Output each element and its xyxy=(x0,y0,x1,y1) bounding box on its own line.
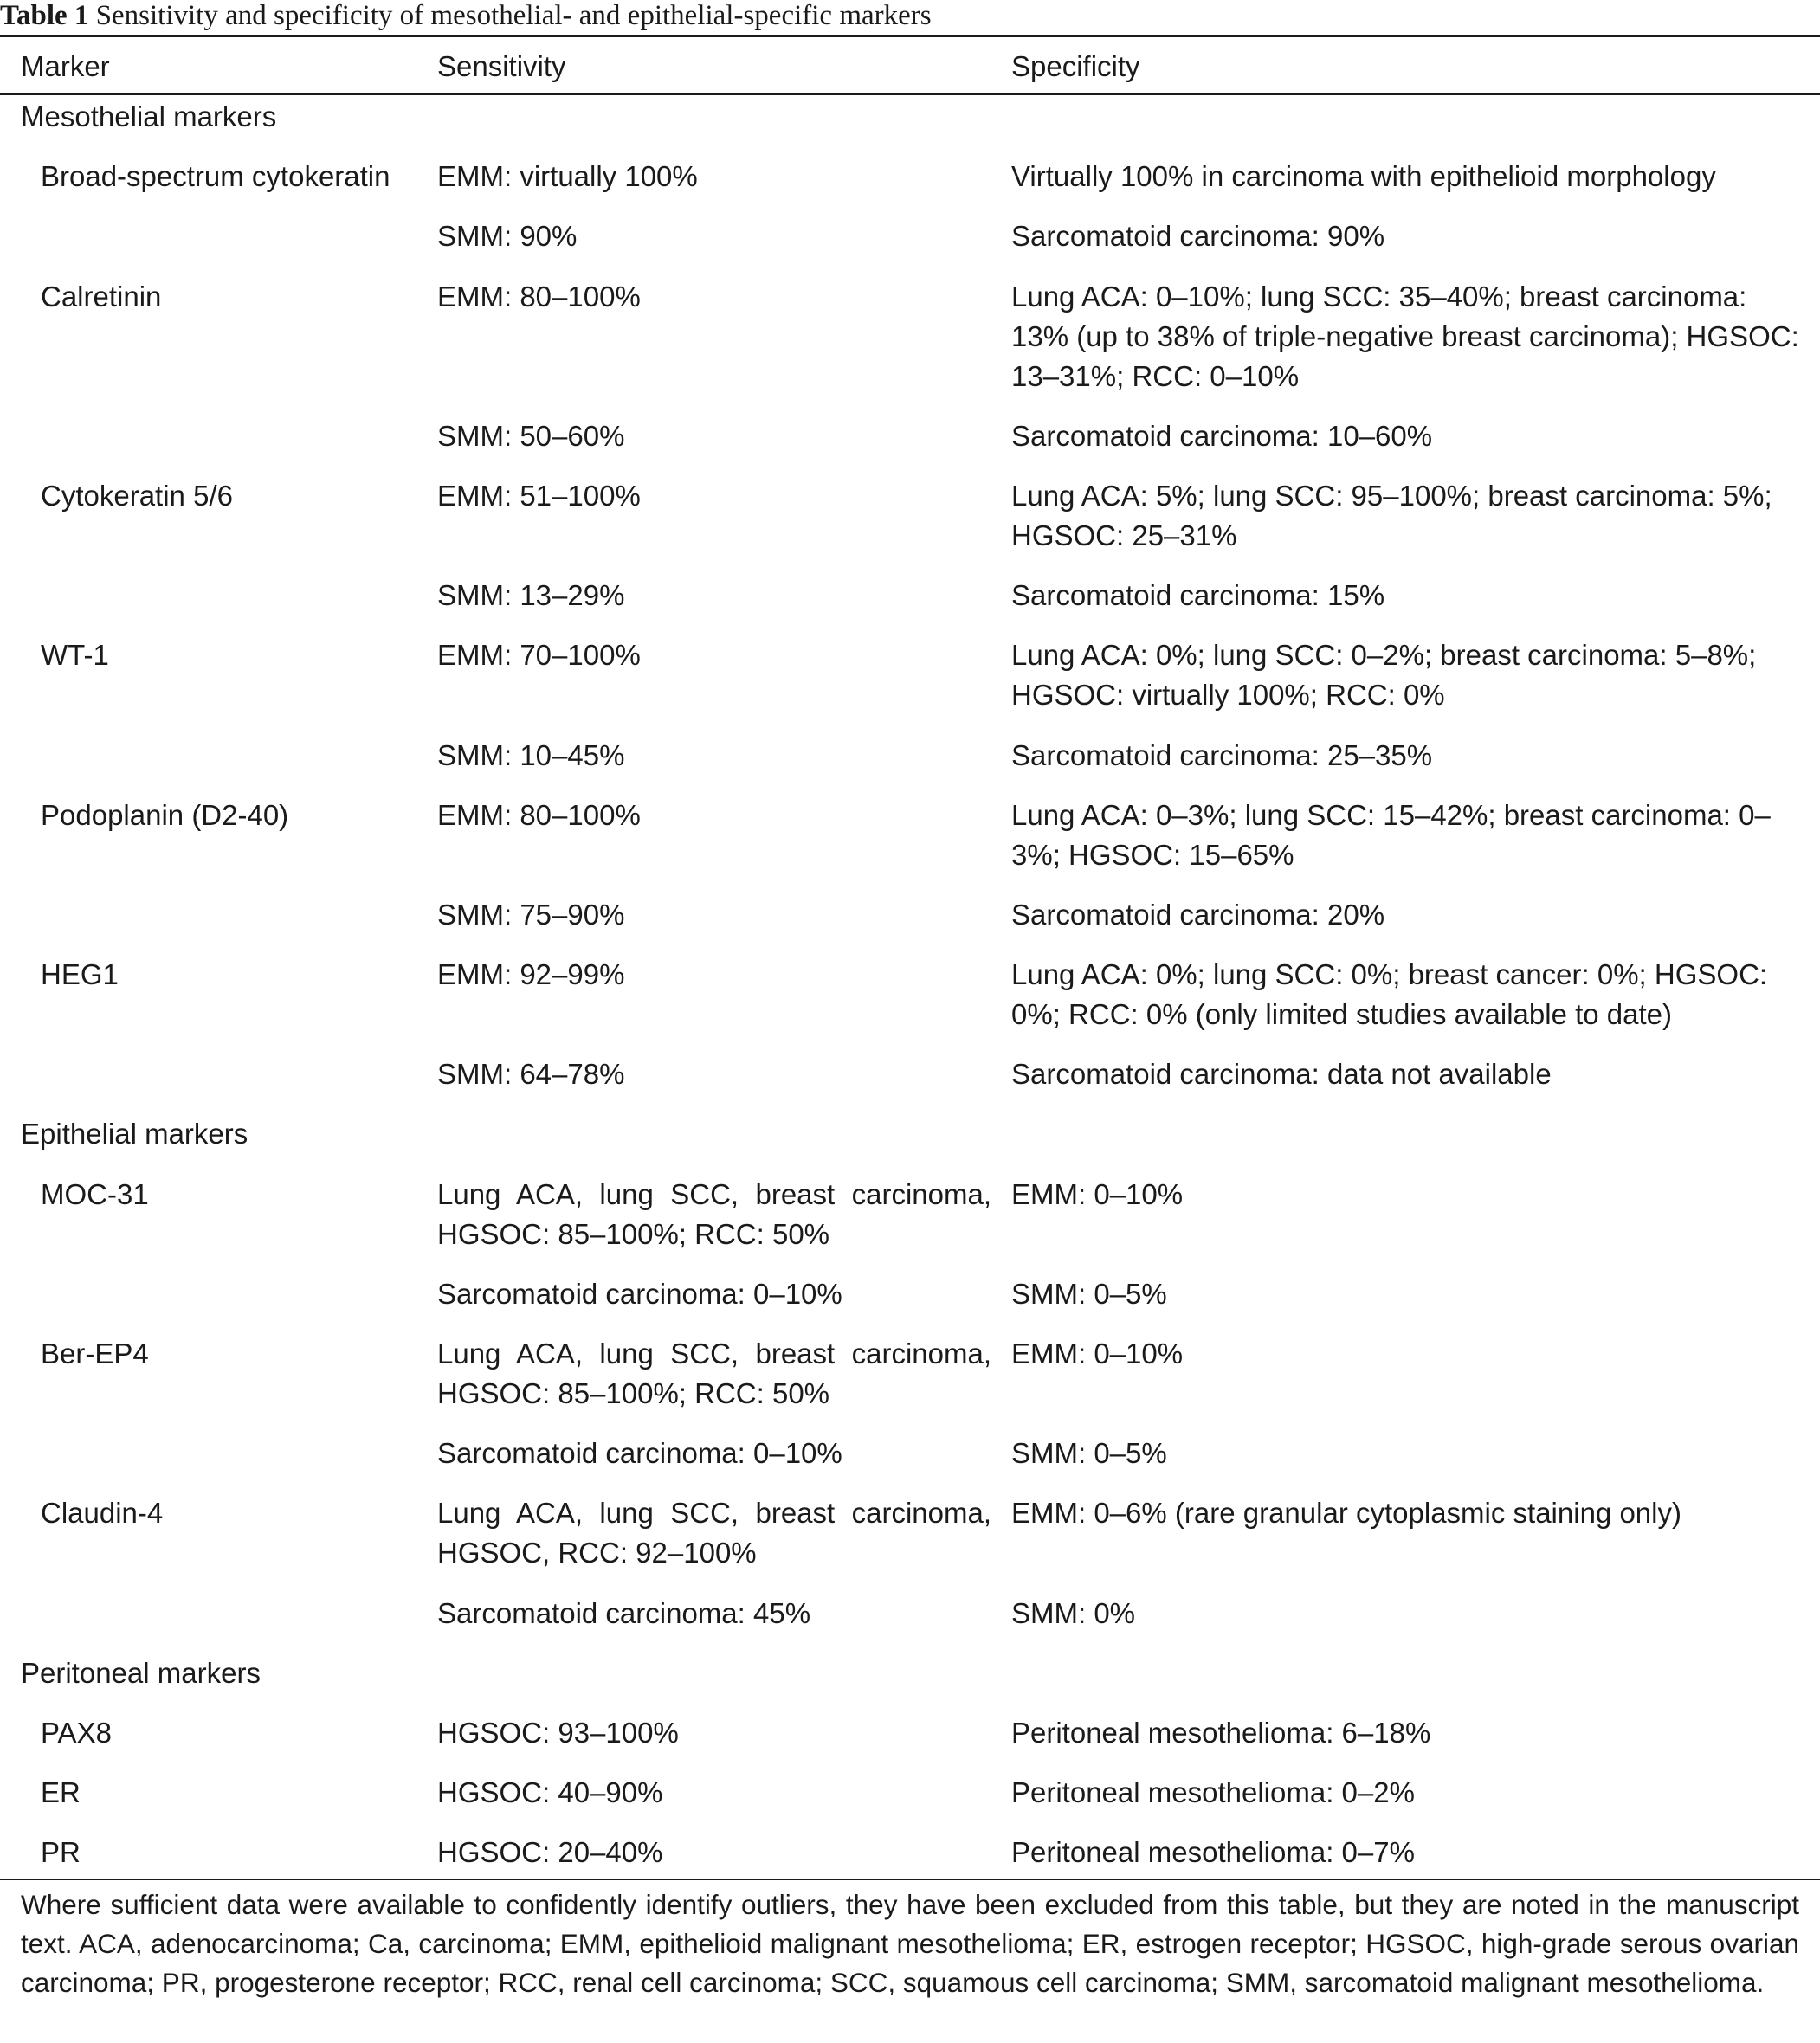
table-row xyxy=(0,1054,1820,1114)
sensitivity-cell: HGSOC: 40–90% xyxy=(437,1776,663,1809)
sensitivity-cell: Lung ACA, lung SCC, breast carcinoma, HGSOC: 85–100%; RCC: 50% xyxy=(437,1337,991,1409)
sensitivity-cell: HGSOC: 93–100% xyxy=(437,1716,679,1749)
table-caption-label: Table 1 xyxy=(0,0,89,31)
specificity-cell: Lung ACA: 5%; lung SCC: 95–100%; breast carcinoma: 5%; HGSOC: 25–31% xyxy=(1011,479,1772,551)
sensitivity-cell: EMM: virtually 100% xyxy=(437,160,698,193)
sensitivity-cell: HGSOC: 20–40% xyxy=(437,1836,663,1869)
sensitivity-cell: SMM: 90% xyxy=(437,220,578,253)
table-row xyxy=(0,1594,1820,1653)
table-row xyxy=(0,216,1820,276)
specificity-cell: Sarcomatoid carcinoma: 20% xyxy=(1011,898,1385,931)
specificity-cell: Sarcomatoid carcinoma: 25–35% xyxy=(1011,738,1433,771)
sensitivity-cell: SMM: 75–90% xyxy=(437,898,625,931)
specificity-cell: EMM: 0–10% xyxy=(1011,1337,1184,1370)
specificity-cell: Peritoneal mesothelioma: 0–2% xyxy=(1011,1776,1415,1809)
sensitivity-cell: EMM: 92–99% xyxy=(437,958,625,991)
sensitivity-cell: Sarcomatoid carcinoma: 0–10% xyxy=(437,1277,842,1310)
marker-name: PAX8 xyxy=(41,1716,112,1749)
marker-name: PR xyxy=(41,1836,81,1869)
sensitivity-cell: Sarcomatoid carcinoma: 0–10% xyxy=(437,1437,842,1470)
column-header-marker: Marker xyxy=(21,50,110,82)
section-row xyxy=(0,97,1820,157)
specificity-cell: Lung ACA: 0–10%; lung SCC: 35–40%; breast carcinoma: 13% (up to 38% of triple-negative breast carcinoma); HGSOC: 13–31%; RCC: 0–10% xyxy=(1011,280,1799,392)
marker-name: Ber-EP4 xyxy=(41,1337,149,1370)
specificity-cell: Lung ACA: 0%; lung SCC: 0%; breast cancer: 0%; HGSOC: 0%; RCC: 0% (only limited studies available to date) xyxy=(1011,958,1768,1031)
specificity-cell: Sarcomatoid carcinoma: 15% xyxy=(1011,579,1385,612)
column-header-sensitivity: Sensitivity xyxy=(437,50,566,82)
table-header-row xyxy=(0,37,1820,93)
section-title: Mesothelial markers xyxy=(21,100,277,132)
column-header-specificity: Specificity xyxy=(1011,50,1140,82)
section-title: Epithelial markers xyxy=(21,1118,248,1150)
marker-name: HEG1 xyxy=(41,958,119,991)
sensitivity-cell: EMM: 80–100% xyxy=(437,280,641,313)
table-row xyxy=(0,476,1820,576)
table-row xyxy=(0,736,1820,796)
table-row xyxy=(0,635,1820,735)
marker-name: MOC-31 xyxy=(41,1177,149,1210)
sensitivity-cell: SMM: 64–78% xyxy=(437,1058,625,1091)
marker-name: Calretinin xyxy=(41,280,162,313)
table-row xyxy=(0,277,1820,416)
section-row xyxy=(0,1653,1820,1713)
marker-name: Podoplanin (D2-40) xyxy=(41,798,289,831)
specificity-cell: Sarcomatoid carcinoma: 10–60% xyxy=(1011,419,1433,452)
table-row xyxy=(0,576,1820,635)
sensitivity-cell: EMM: 51–100% xyxy=(437,479,641,512)
table-row xyxy=(0,1833,1820,1892)
section-row xyxy=(0,1114,1820,1174)
specificity-cell: SMM: 0% xyxy=(1011,1596,1136,1629)
sensitivity-cell: EMM: 80–100% xyxy=(437,798,641,831)
table-row xyxy=(0,1493,1820,1593)
sensitivity-cell: Sarcomatoid carcinoma: 45% xyxy=(437,1596,811,1629)
table-header-rule xyxy=(0,93,1820,95)
marker-name: WT-1 xyxy=(41,639,109,672)
table-row xyxy=(0,1713,1820,1773)
table-row xyxy=(0,1274,1820,1334)
sensitivity-cell: EMM: 70–100% xyxy=(437,639,641,672)
sensitivity-cell: SMM: 10–45% xyxy=(437,738,625,771)
marker-name: Claudin-4 xyxy=(41,1497,164,1530)
table-row xyxy=(0,1334,1820,1434)
marker-name: Broad-spectrum cytokeratin xyxy=(41,160,390,193)
specificity-cell: EMM: 0–6% (rare granular cytoplasmic staining only) xyxy=(1011,1497,1681,1530)
marker-name: Cytokeratin 5/6 xyxy=(41,479,233,512)
specificity-cell: Lung ACA: 0%; lung SCC: 0–2%; breast carcinoma: 5–8%; HGSOC: virtually 100%; RCC: 0% xyxy=(1011,639,1757,712)
table-body xyxy=(0,97,1820,1893)
table-row xyxy=(0,416,1820,476)
specificity-cell: Sarcomatoid carcinoma: data not available xyxy=(1011,1058,1552,1091)
specificity-cell: Peritoneal mesothelioma: 0–7% xyxy=(1011,1836,1415,1869)
table-row xyxy=(0,157,1820,216)
table-row xyxy=(0,955,1820,1054)
sensitivity-cell: Lung ACA, lung SCC, breast carcinoma, HGSOC, RCC: 92–100% xyxy=(437,1497,991,1569)
specificity-cell: Sarcomatoid carcinoma: 90% xyxy=(1011,220,1385,253)
specificity-cell: SMM: 0–5% xyxy=(1011,1277,1167,1310)
table-row xyxy=(0,796,1820,895)
table-row xyxy=(0,1434,1820,1493)
table-row xyxy=(0,1773,1820,1833)
table-caption xyxy=(0,0,1820,35)
specificity-cell: Lung ACA: 0–3%; lung SCC: 15–42%; breast carcinoma: 0–3%; HGSOC: 15–65% xyxy=(1011,798,1771,871)
sensitivity-cell: Lung ACA, lung SCC, breast carcinoma, HGSOC: 85–100%; RCC: 50% xyxy=(437,1177,991,1250)
specificity-cell: SMM: 0–5% xyxy=(1011,1437,1167,1470)
marker-name: ER xyxy=(41,1776,81,1809)
table-footnote: Where sufficient data were available to confidently identify outliers, they have been excluded from this table, but they are noted in the manuscript text. ACA, adenocarcinoma; Ca, carcinoma; EMM, epithelioid malignant mesothelioma; ER, estrogen receptor; HGSOC, high-grade serous ovarian carcinoma; PR, progesterone receptor; RCC, renal cell carcinoma; SCC, squamous cell carcinoma; SMM, sarcomatoid malignant mesothelioma. xyxy=(21,1889,1799,1998)
table-row xyxy=(0,1175,1820,1274)
specificity-cell: Virtually 100% in carcinoma with epithelioid morphology xyxy=(1011,160,1716,193)
specificity-cell: EMM: 0–10% xyxy=(1011,1177,1184,1210)
table-row xyxy=(0,895,1820,955)
specificity-cell: Peritoneal mesothelioma: 6–18% xyxy=(1011,1716,1431,1749)
sensitivity-cell: SMM: 13–29% xyxy=(437,579,625,612)
table-caption-text: Sensitivity and specificity of mesothelial- and epithelial-specific markers xyxy=(95,0,932,31)
table-bottom-rule xyxy=(0,1879,1820,1880)
sensitivity-cell: SMM: 50–60% xyxy=(437,419,625,452)
section-title: Peritoneal markers xyxy=(21,1656,261,1689)
